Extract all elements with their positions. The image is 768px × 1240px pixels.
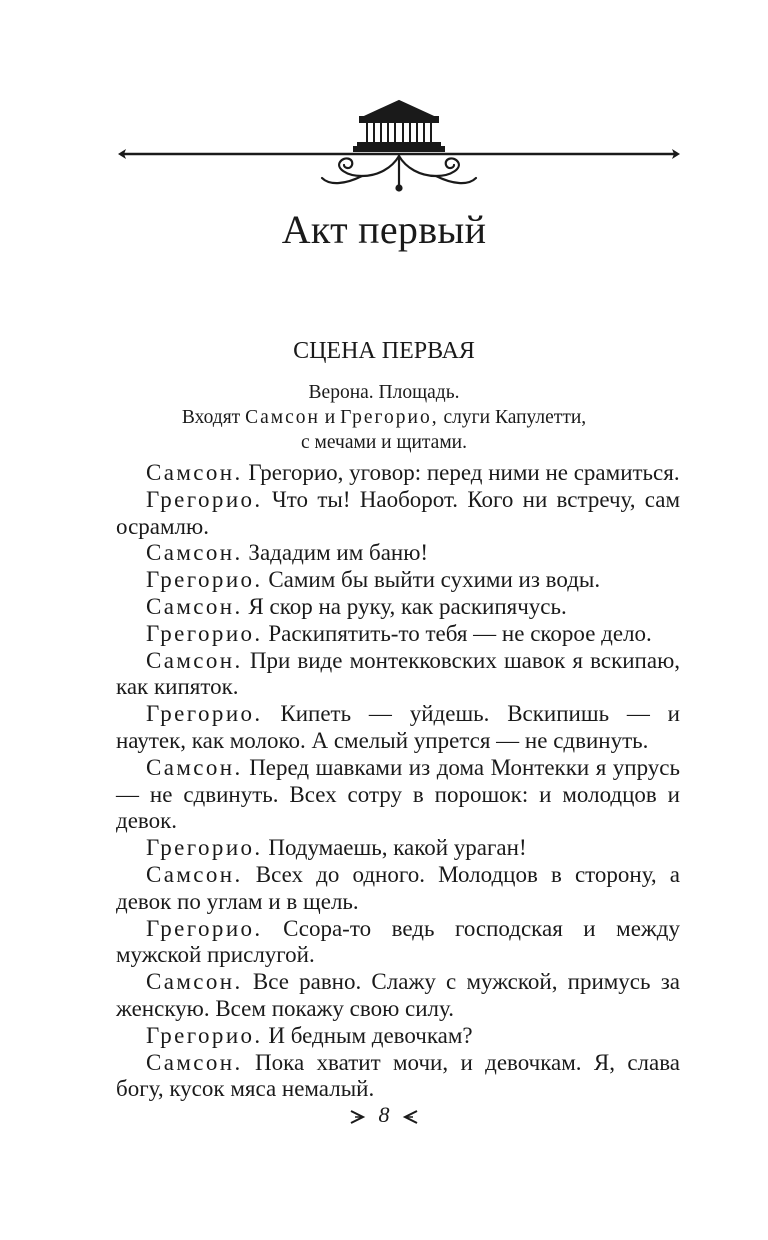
speaker-name: Самсон. bbox=[146, 969, 243, 995]
stage-entrance bbox=[0, 405, 768, 430]
line-text: При виде монтекковских шавок я вскипаю, как кипяток. bbox=[116, 647, 681, 700]
page-number: 8 bbox=[378, 1102, 390, 1127]
line-text: Зададим им баню! bbox=[248, 540, 429, 566]
line-text: Грегорио, уговор: перед ними не срамиться. bbox=[248, 460, 680, 485]
act-title: Акт первый bbox=[281, 207, 487, 252]
line-text: Всех до одного. Молодцов в сторону, а девок по углам и в щель. bbox=[116, 861, 680, 914]
dialogue-line bbox=[116, 701, 680, 755]
speaker-name: Грегорио. bbox=[146, 486, 263, 512]
speaker-name: Грегорио. bbox=[146, 567, 263, 593]
page-footer bbox=[0, 1102, 768, 1128]
speaker-name: Грегорио. bbox=[146, 915, 263, 941]
speaker-name: Самсон. bbox=[146, 1049, 243, 1075]
speaker-name: Самсон. bbox=[146, 754, 243, 780]
line-text: И бедным девочкам? bbox=[268, 1022, 473, 1048]
speaker-name: Самсон. bbox=[146, 540, 243, 566]
dialogue bbox=[116, 460, 680, 1103]
dialogue-line bbox=[116, 1023, 680, 1050]
stage-setting: Верона. Площадь. bbox=[308, 382, 460, 403]
speaker-name: Грегорио. bbox=[146, 701, 263, 727]
speaker-name: Самсон. bbox=[146, 647, 243, 673]
speaker-name: Самсон. bbox=[146, 593, 243, 619]
speaker-name: Самсон. bbox=[146, 460, 243, 485]
entrance-char-1: Самсон bbox=[245, 407, 320, 428]
line-text: Подумаешь, какой ураган! bbox=[268, 835, 527, 861]
line-text: Раскипятить-то тебя — не скорое дело. bbox=[268, 620, 652, 646]
line-text: Я скор на руку, как раскипячусь. bbox=[248, 593, 567, 619]
speaker-name: Самсон. bbox=[146, 861, 243, 887]
dialogue-line bbox=[116, 755, 680, 835]
stage-direction bbox=[0, 380, 768, 455]
line-text: Самим бы выйти сухими из воды. bbox=[268, 567, 601, 593]
entrance-char-2: Грегорио, bbox=[340, 407, 439, 428]
line-text: Пока хватит мочи, и девочкам. Я, слава богу, кусок мяса немалый. bbox=[116, 1049, 681, 1102]
line-text: Перед шавками из дома Монтекки я упрусь — не сдвинуть. Всех сотру в порошок: и молодцов и девок. bbox=[116, 754, 680, 834]
entrance-and: и bbox=[324, 407, 336, 428]
dialogue-line bbox=[116, 460, 680, 487]
dialogue-line bbox=[116, 594, 680, 621]
dialogue-line bbox=[116, 567, 680, 594]
dialogue-line bbox=[116, 916, 680, 970]
left-arrow-flourish-icon bbox=[349, 1109, 367, 1125]
dialogue-line bbox=[116, 540, 680, 567]
speaker-name: Грегорио. bbox=[146, 620, 263, 646]
building-ornament-icon bbox=[0, 0, 768, 200]
line-text: Все равно. Слажу с мужской, примусь за женскую. Всем покажу свою силу. bbox=[116, 969, 680, 1021]
dialogue-line bbox=[116, 835, 680, 862]
speaker-name: Грегорио. bbox=[146, 1022, 263, 1048]
dialogue-line bbox=[116, 648, 680, 702]
dialogue-line bbox=[116, 862, 680, 916]
right-arrow-flourish-icon bbox=[401, 1109, 419, 1125]
stage-entrance-line3: с мечами и щитами. bbox=[301, 432, 467, 453]
dialogue-line bbox=[116, 621, 680, 648]
dialogue-line bbox=[116, 1050, 680, 1104]
speaker-name: Грегорио. bbox=[146, 835, 263, 861]
entrance-verb: Входят bbox=[181, 407, 241, 428]
line-text: Кипеть — уйдешь. Вскипишь — и наутек, как молоко. А смелый упрется — не сдвинуть. bbox=[116, 701, 680, 753]
entrance-rest: слуги Капулетти, bbox=[443, 407, 587, 428]
scene-title: СЦЕНА ПЕРВАЯ bbox=[293, 338, 475, 364]
dialogue-line bbox=[116, 487, 680, 541]
line-text: Что ты! Наоборот. Кого ни встречу, сам осрамлю. bbox=[116, 486, 680, 539]
line-text: Ссора-то ведь господская и между мужской прислугой. bbox=[116, 915, 681, 968]
dialogue-line bbox=[116, 969, 680, 1023]
